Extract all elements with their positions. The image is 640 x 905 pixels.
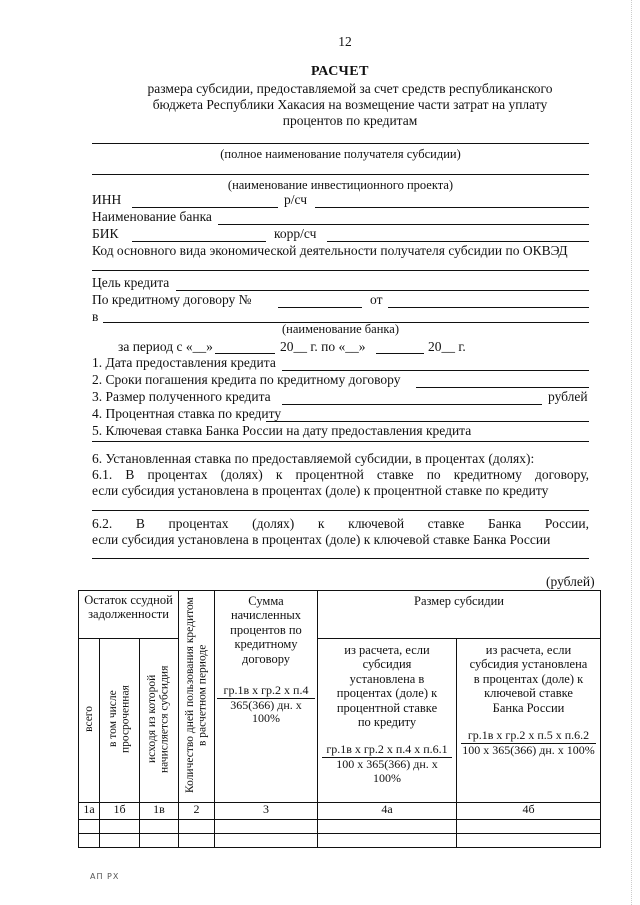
bank-caption: (наименование банка) <box>281 322 400 336</box>
item-5-line <box>92 441 589 442</box>
item-3-field <box>282 404 542 405</box>
contract-number-field <box>278 307 362 308</box>
th-size-a <box>318 639 457 803</box>
item-2-label: 2. Сроки погашения кредита по кредитному договору <box>92 372 401 387</box>
page-title: РАСЧЕТ <box>311 64 369 79</box>
item-1-field <box>282 370 589 371</box>
inn-field <box>132 207 278 208</box>
in-bank-label: в <box>92 309 99 324</box>
item-6-1-line-2: если субсидия установлена в процентах (доле) к процентной ставке по кредиту <box>92 483 549 498</box>
th-overdue <box>100 639 140 803</box>
th-balance: Остаток ссудной задолженности <box>79 591 179 639</box>
item-6-1-line <box>92 510 589 511</box>
bank-name-label: Наименование банка <box>92 209 212 224</box>
column-numbers-row <box>79 803 601 820</box>
th-total <box>79 639 100 803</box>
item-3-label: 3. Размер полученного кредита <box>92 389 271 404</box>
col-number: 4б <box>457 803 601 820</box>
col-number: 4а <box>318 803 457 820</box>
table-row <box>79 834 601 848</box>
rs-field <box>315 207 589 208</box>
th-days-text: Количество дней пользования кредитом в расчетном периоде <box>183 596 209 793</box>
period-end-field <box>376 353 424 354</box>
th-basis <box>140 639 179 803</box>
bik-label: БИК <box>92 226 119 241</box>
okved-label: Код основного вида экономической деятельности получателя субсидии по ОКВЭД <box>92 243 568 258</box>
th-size-a-text: из расчета, если субсидия установлена в процентах (доле) к процентной ставке по кредиту <box>336 643 438 729</box>
bank-name-field <box>218 224 589 225</box>
col-number: 2 <box>179 803 215 820</box>
table-row <box>79 820 601 834</box>
col-number: 1в <box>140 803 179 820</box>
period-start-label: за период с «__» <box>118 339 213 354</box>
heading-line-3: процентов по кредитам <box>282 113 418 128</box>
purpose-field <box>176 290 589 291</box>
okved-line <box>92 270 589 271</box>
item-6-label: 6. Установленная ставка по предоставляемой субсидии, в процентах (долях): <box>92 451 535 466</box>
th-size-a-formula <box>322 743 452 785</box>
bik-field <box>132 241 266 242</box>
recipient-line <box>92 143 589 144</box>
th-interest-numerator: гр.1в x гр.2 x п.4 <box>217 684 315 699</box>
project-caption: (наименование инвестиционного проекта) <box>227 178 454 192</box>
item-5-label: 5. Ключевая ставка Банка России на дату предоставления кредита <box>92 423 472 438</box>
period-year-label: 20__ г. <box>428 339 466 354</box>
item-6-2-line-1: 6.2. В процентах (долях) к ключевой ставке Банка России, <box>92 516 589 531</box>
purpose-label: Цель кредита <box>92 275 170 290</box>
item-6-2-line <box>92 558 589 559</box>
heading-line-2: бюджета Республики Хакасия на возмещение части затрат на уплату <box>152 97 548 112</box>
th-size-b-formula <box>461 729 596 758</box>
inn-label: ИНН <box>92 192 122 207</box>
th-size-a-denominator: 100 x 365(366) дн. x 100% <box>336 757 438 785</box>
th-size-b-numerator: гр.1в x гр.2 x п.5 x п.6.2 <box>461 729 596 744</box>
col-number: 3 <box>215 803 318 820</box>
subsidy-table <box>78 590 601 848</box>
th-size-a-numerator: гр.1в x гр.2 x п.4 x п.6.1 <box>322 743 452 758</box>
recipient-caption: (полное наименование получателя субсидии) <box>220 147 461 161</box>
project-line <box>92 174 589 175</box>
th-interest-denominator: 365(366) дн. x 100% <box>230 697 302 726</box>
item-2-field <box>416 387 589 388</box>
th-days <box>179 591 215 803</box>
page-edge <box>630 0 632 905</box>
th-size-b <box>457 639 601 803</box>
page-number: 12 <box>338 34 352 49</box>
item-6-2-line-2: если субсидия установлена в процентах (доле) к ключевой ставке Банка России <box>92 532 551 547</box>
col-number: 1а <box>79 803 100 820</box>
th-total-text: всего <box>82 705 95 732</box>
contract-label: По кредитному договору № <box>92 292 252 307</box>
th-overdue-text: в том числе просроченная <box>106 684 132 753</box>
th-interest-text: Сумма начисленных процентов по кредитному договору <box>230 594 302 666</box>
item-4-field <box>266 421 589 422</box>
th-size-b-denominator: 100 x 365(366) дн. x 100% <box>462 742 595 757</box>
th-interest-formula <box>217 684 315 726</box>
th-interest <box>215 591 318 803</box>
th-size-b-text: из расчета, если субсидия установлена в процентах (доле) к ключевой ставке Банка России <box>469 643 588 715</box>
contract-from-label: от <box>370 292 383 307</box>
period-end-label: 20__ г. по «__» <box>280 339 366 354</box>
korr-field <box>327 241 589 242</box>
archive-mark: АП РХ <box>90 872 120 881</box>
item-3-unit: рублей <box>548 389 588 404</box>
item-1-label: 1. Дата предоставления кредита <box>92 355 276 370</box>
rs-label: р/сч <box>284 192 308 207</box>
heading-line-1: размера субсидии, предоставляемой за счет средств республиканского <box>147 81 553 96</box>
period-start-field <box>215 353 275 354</box>
item-4-label: 4. Процентная ставка по кредиту <box>92 406 282 421</box>
col-number: 1б <box>100 803 140 820</box>
contract-date-field <box>388 307 589 308</box>
table-unit: (рублей) <box>546 574 595 589</box>
th-size: Размер субсидии <box>318 591 601 639</box>
item-6-1-line-1: 6.1. В процентах (долях) к процентной ставке по кредитному договору, <box>92 467 589 482</box>
th-basis-text: исходя из которой начисляется субсидия <box>146 664 171 773</box>
korr-label: корр/сч <box>274 226 317 241</box>
